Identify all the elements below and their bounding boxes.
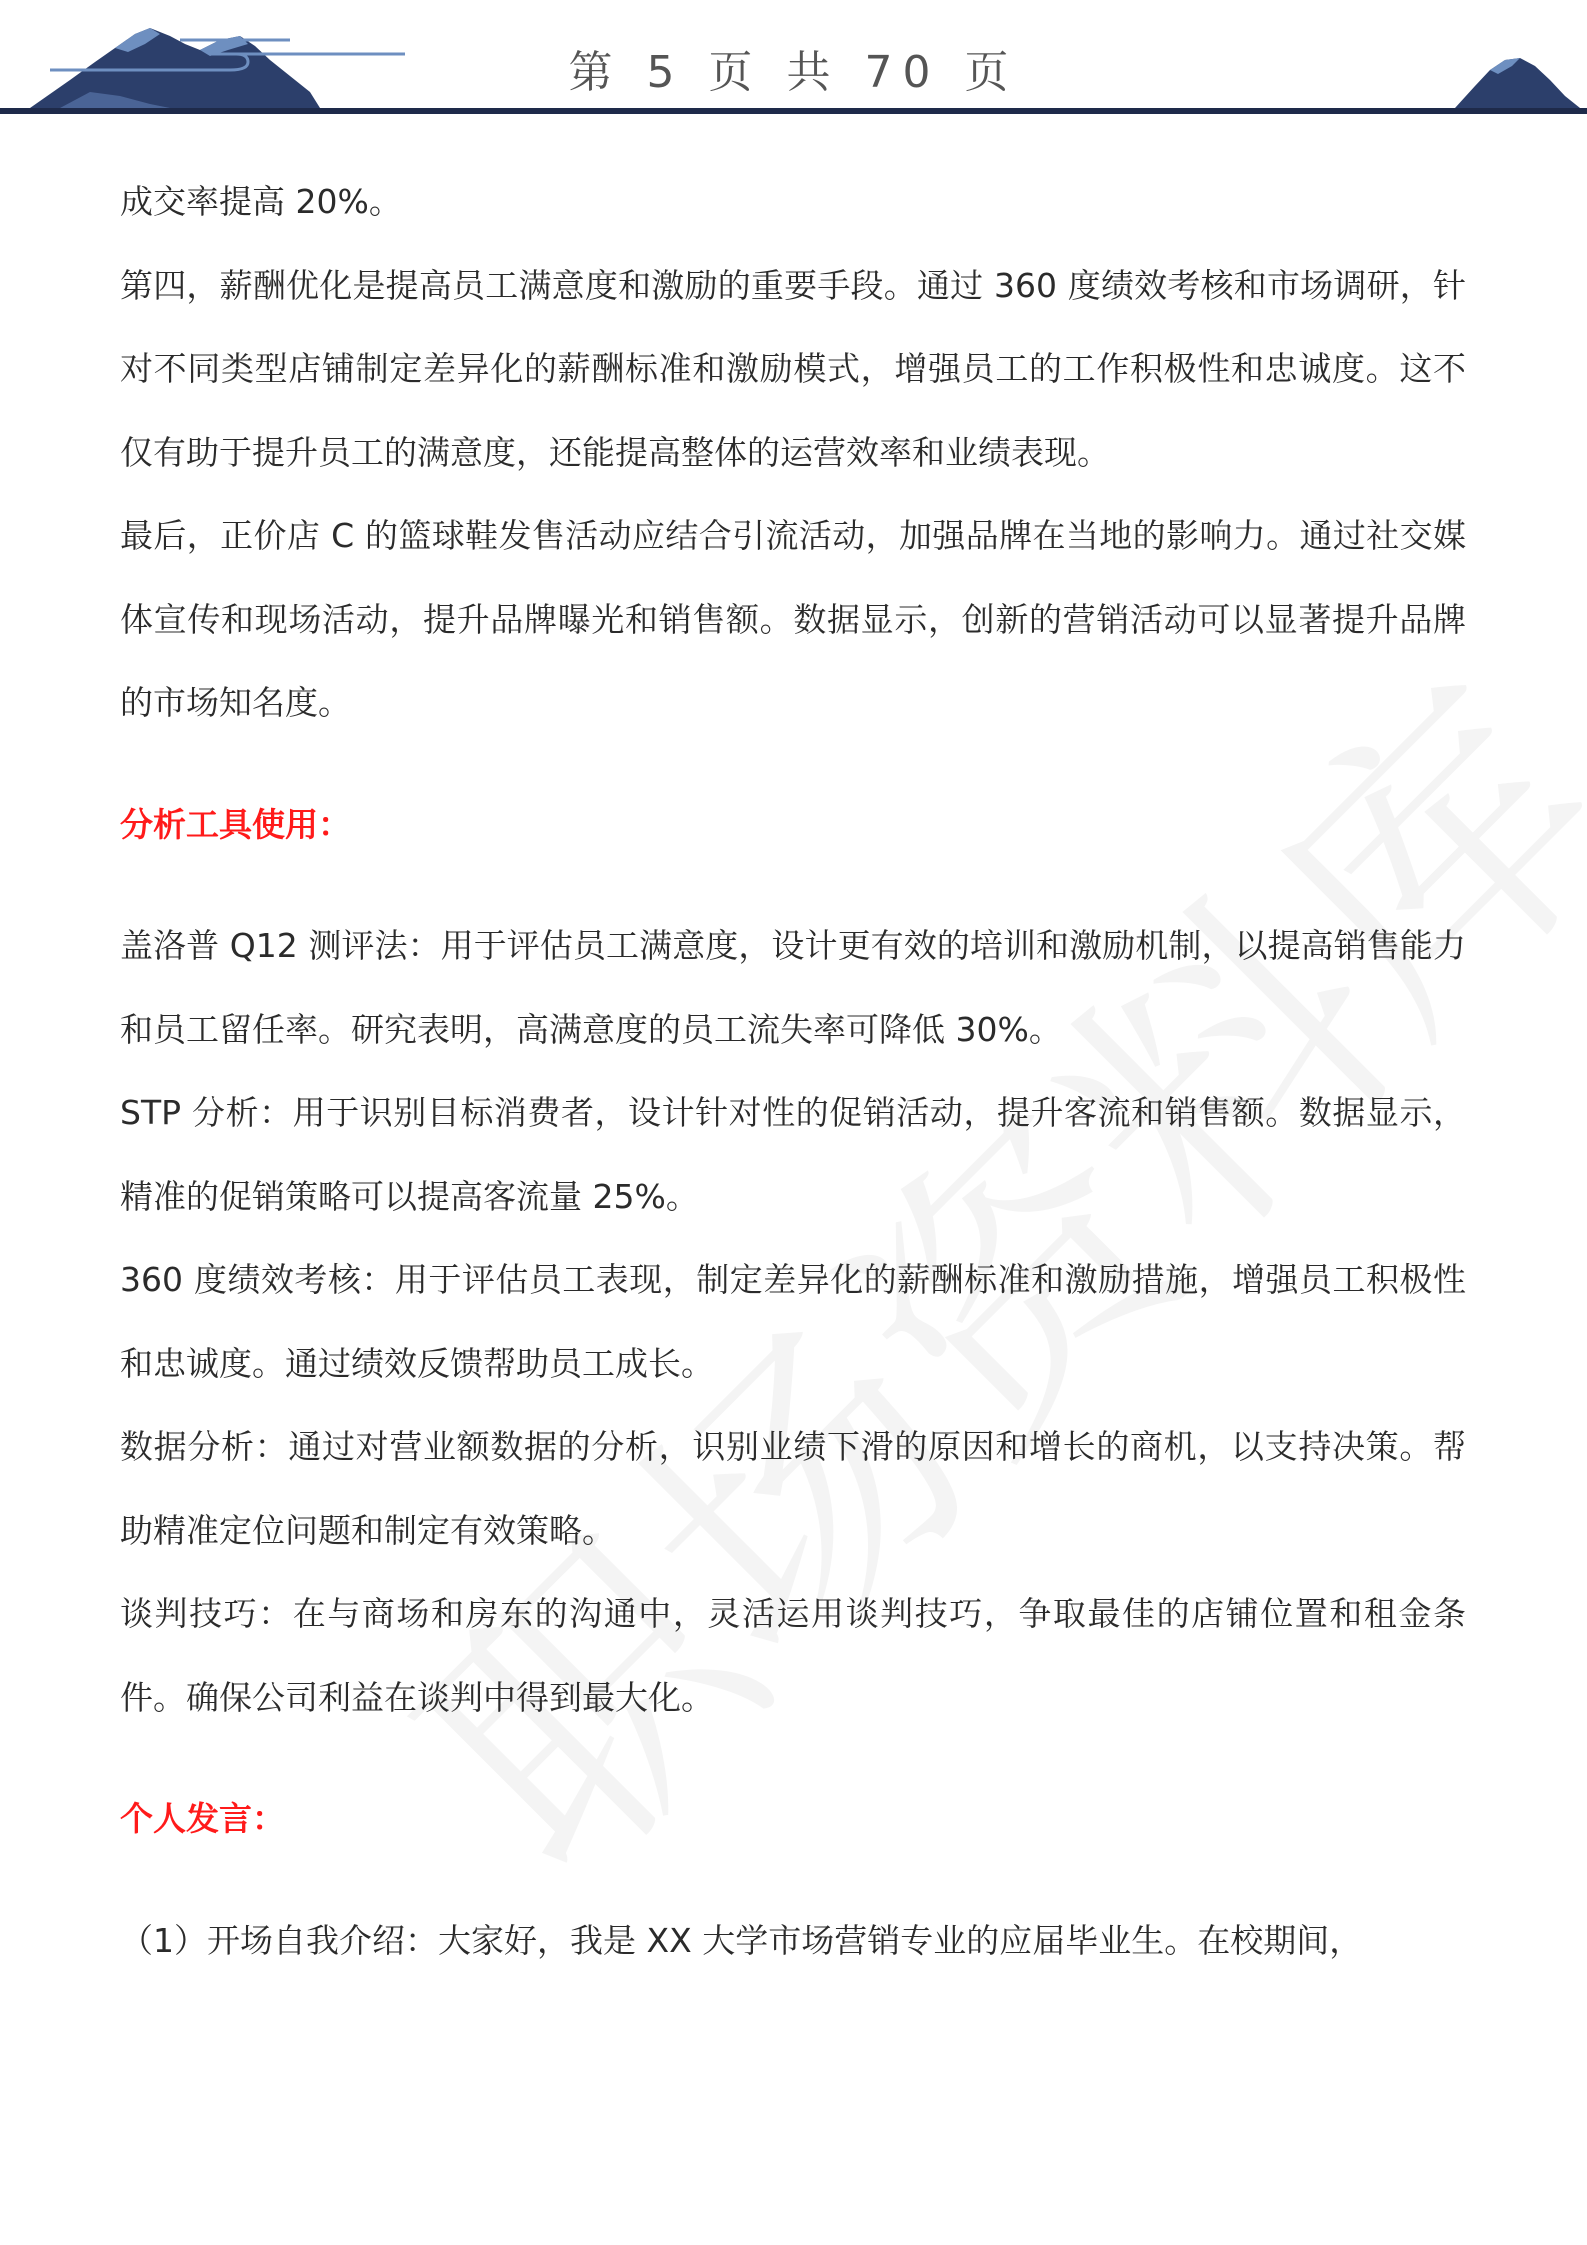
paragraph: 成交率提高 20%。 [120, 182, 402, 221]
section-heading-analysis-tools: 分析工具使用： [120, 804, 351, 844]
page-mid: 页 [708, 47, 763, 98]
page-indicator [0, 36, 1587, 100]
paragraph: STP 分析：用于识别目标消费者，设计针对性的促销活动，提升客流和销售额。数据显示，精准的促销策略可以提高客流量 25%。 [120, 1093, 1466, 1216]
paragraph: 谈判技巧：在与商场和房东的沟通中，灵活运用谈判技巧，争取最佳的店铺位置和租金条件。确保公司利益在谈判中得到最大化。 [120, 1594, 1466, 1717]
page-header [0, 0, 1587, 125]
paragraph: （1）开场自我介绍：大家好，我是 XX 大学市场营销专业的应届毕业生。在校期间， [120, 1920, 1363, 1960]
document-body [120, 160, 1466, 1982]
total-prefix: 共 [786, 47, 841, 98]
page-suffix: 页 [964, 47, 1019, 98]
section-heading-personal-speech: 个人发言： [120, 1799, 285, 1838]
paragraph: 最后，正价店 C 的篮球鞋发售活动应结合引流活动，加强品牌在当地的影响力。通过社交媒体宣传和现场活动，提升品牌曝光和销售额。数据显示，创新的营销活动可以显著提升品牌的市场知名度。 [120, 516, 1466, 722]
paragraph: 盖洛普 Q12 测评法：用于评估员工满意度，设计更有效的培训和激励机制，以提高销售能力和员工留任率。研究表明，高满意度的员工流失率可降低 30%。 [120, 926, 1466, 1049]
total-pages: 70 [864, 47, 941, 98]
page-number: 5 [646, 47, 685, 98]
paragraph: 数据分析：通过对营业额数据的分析，识别业绩下滑的原因和增长的商机，以支持决策。帮助精准定位问题和制定有效策略。 [120, 1427, 1466, 1550]
paragraph: 第四，薪酬优化是提高员工满意度和激励的重要手段。通过 360 度绩效考核和市场调研，针对不同类型店铺制定差异化的薪酬标准和激励模式，增强员工的工作积极性和忠诚度。这不仅有助于提升员工的满意度，还能提高整体的运营效率和业绩表现。 [120, 265, 1466, 472]
paragraph: 360 度绩效考核：用于评估员工表现，制定差异化的薪酬标准和激励措施，增强员工积极性和忠诚度。通过绩效反馈帮助员工成长。 [120, 1260, 1466, 1383]
page-prefix: 第 [568, 47, 623, 98]
header-rule [0, 108, 1587, 114]
